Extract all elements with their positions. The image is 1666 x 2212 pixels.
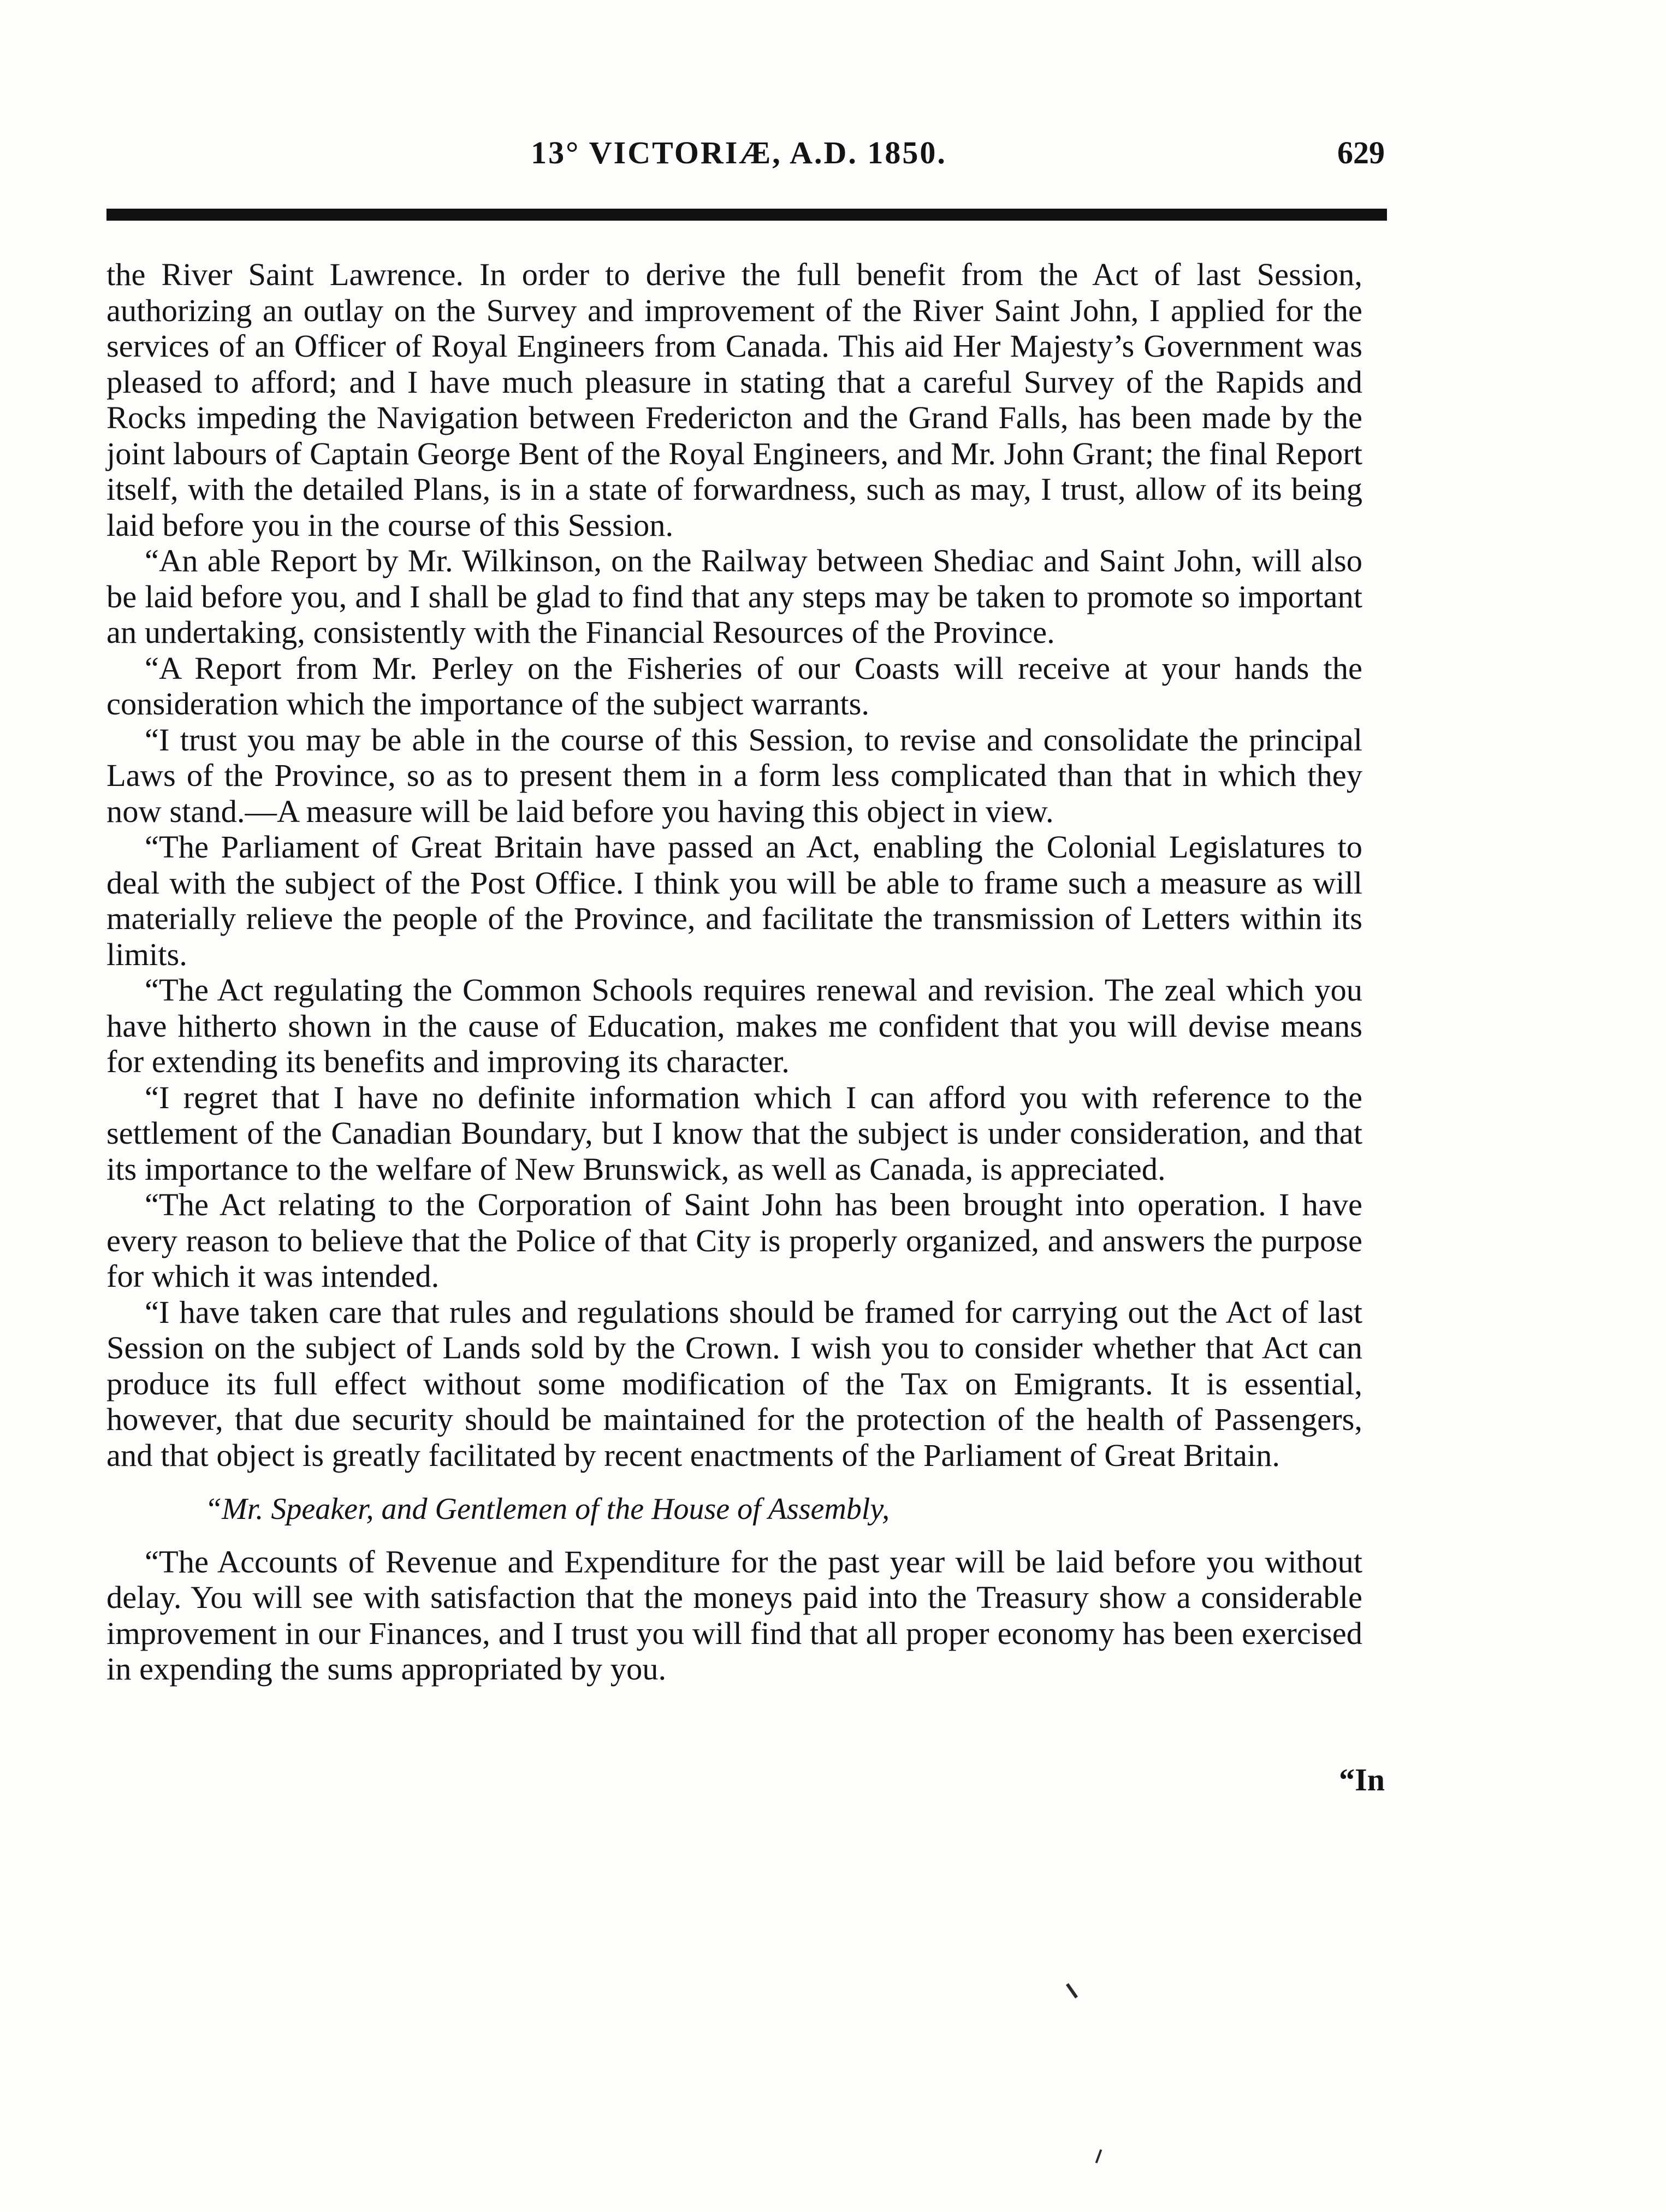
header-rule	[106, 209, 1387, 221]
address-heading: “Mr. Speaker, and Gentlemen of the House of Assembly,	[205, 1492, 890, 1526]
paragraph-post-office: “The Parliament of Great Britain have passed an Act, enabling the Colonial Legislatures to deal with the subject of the Post Office. I think you will be able to frame such a measure as will materially relieve the people of the Province, and facilitate the transmission of Letters within its limits.	[106, 829, 1362, 972]
paragraph-railway-report: “An able Report by Mr. Wilkinson, on the Railway between Shediac and Saint John, will also be laid before you, and I shall be glad to find that any steps may be taken to promote so important an undertaking, consistently with the Financial Resources of the Province.	[106, 543, 1362, 650]
paragraph-common-schools: “The Act regulating the Common Schools requires renewal and revision. The zeal which you have hitherto shown in the cause of Education, makes me confident that you will devise means for extending its benefits and improving its character.	[106, 972, 1362, 1079]
paragraph-consolidate-laws: “I trust you may be able in the course of this Session, to revise and consolidate the principal Laws of the Province, so as to present them in a form less complicated than that in which they now stand.—A measure will be laid before you having this object in view.	[106, 721, 1362, 829]
page-number: 629	[1337, 135, 1385, 170]
paragraph-continuation: the River Saint Lawrence. In order to derive the full benefit from the Act of last Session, authorizing an outlay on the Survey and improvement of the River Saint John, I applied for the services of an Officer of Royal Engineers from Canada. This aid Her Majesty’s Government was pleased to afford; and I have much pleasure in stating that a careful Survey of the Rapids and Rocks impeding the Navigation between Fredericton and the Grand Falls, has been made by the joint labours of Captain George Bent of the Royal Engineers, and Mr. John Grant; the final Report itself, with the detailed Plans, is in a state of forwardness, such as may, I trust, allow of its being laid before you in the course of this Session.	[106, 257, 1362, 543]
paragraph-accounts: “The Accounts of Revenue and Expenditure for the past year will be laid before you without delay. You will see with satisfaction that the moneys paid into the Treasury show a considerable improvement in our Finances, and I trust you will find that all proper economy has been exercised in expending the sums appropriated by you.	[106, 1543, 1362, 1687]
paragraph-fisheries-report: “A Report from Mr. Perley on the Fisheries of our Coasts will receive at your hands the consideration which the importance of the subject warrants.	[106, 650, 1362, 721]
scan-speck	[1095, 2149, 1102, 2163]
body-text	[106, 257, 1362, 1687]
paragraph-saint-john-corporation: “The Act relating to the Corporation of Saint John has been brought into operation. I have every reason to believe that the Police of that City is properly organized, and answers the purpose for which it was intended.	[106, 1187, 1362, 1294]
paragraph-canadian-boundary: “I regret that I have no definite information which I can afford you with reference to the settlement of the Canadian Boundary, but I know that the subject is under consideration, and that its importance to the welfare of New Brunswick, as well as Canada, is appreciated.	[106, 1079, 1362, 1187]
paragraph-crown-lands: “I have taken care that rules and regulations should be framed for carrying out the Act of last Session on the subject of Lands sold by the Crown. I wish you to consider whether that Act can produce its full effect without some modification of the Tax on Emigrants. It is essential, however, that due security should be maintained for the protection of the health of Passengers, and that object is greatly facilitated by recent enactments of the Parliament of Great Britain.	[106, 1294, 1362, 1473]
catchword: “In	[1339, 1762, 1385, 1797]
running-head: 13° VICTORIÆ, A.D. 1850.	[531, 135, 947, 170]
scan-speck	[1066, 1983, 1078, 1998]
